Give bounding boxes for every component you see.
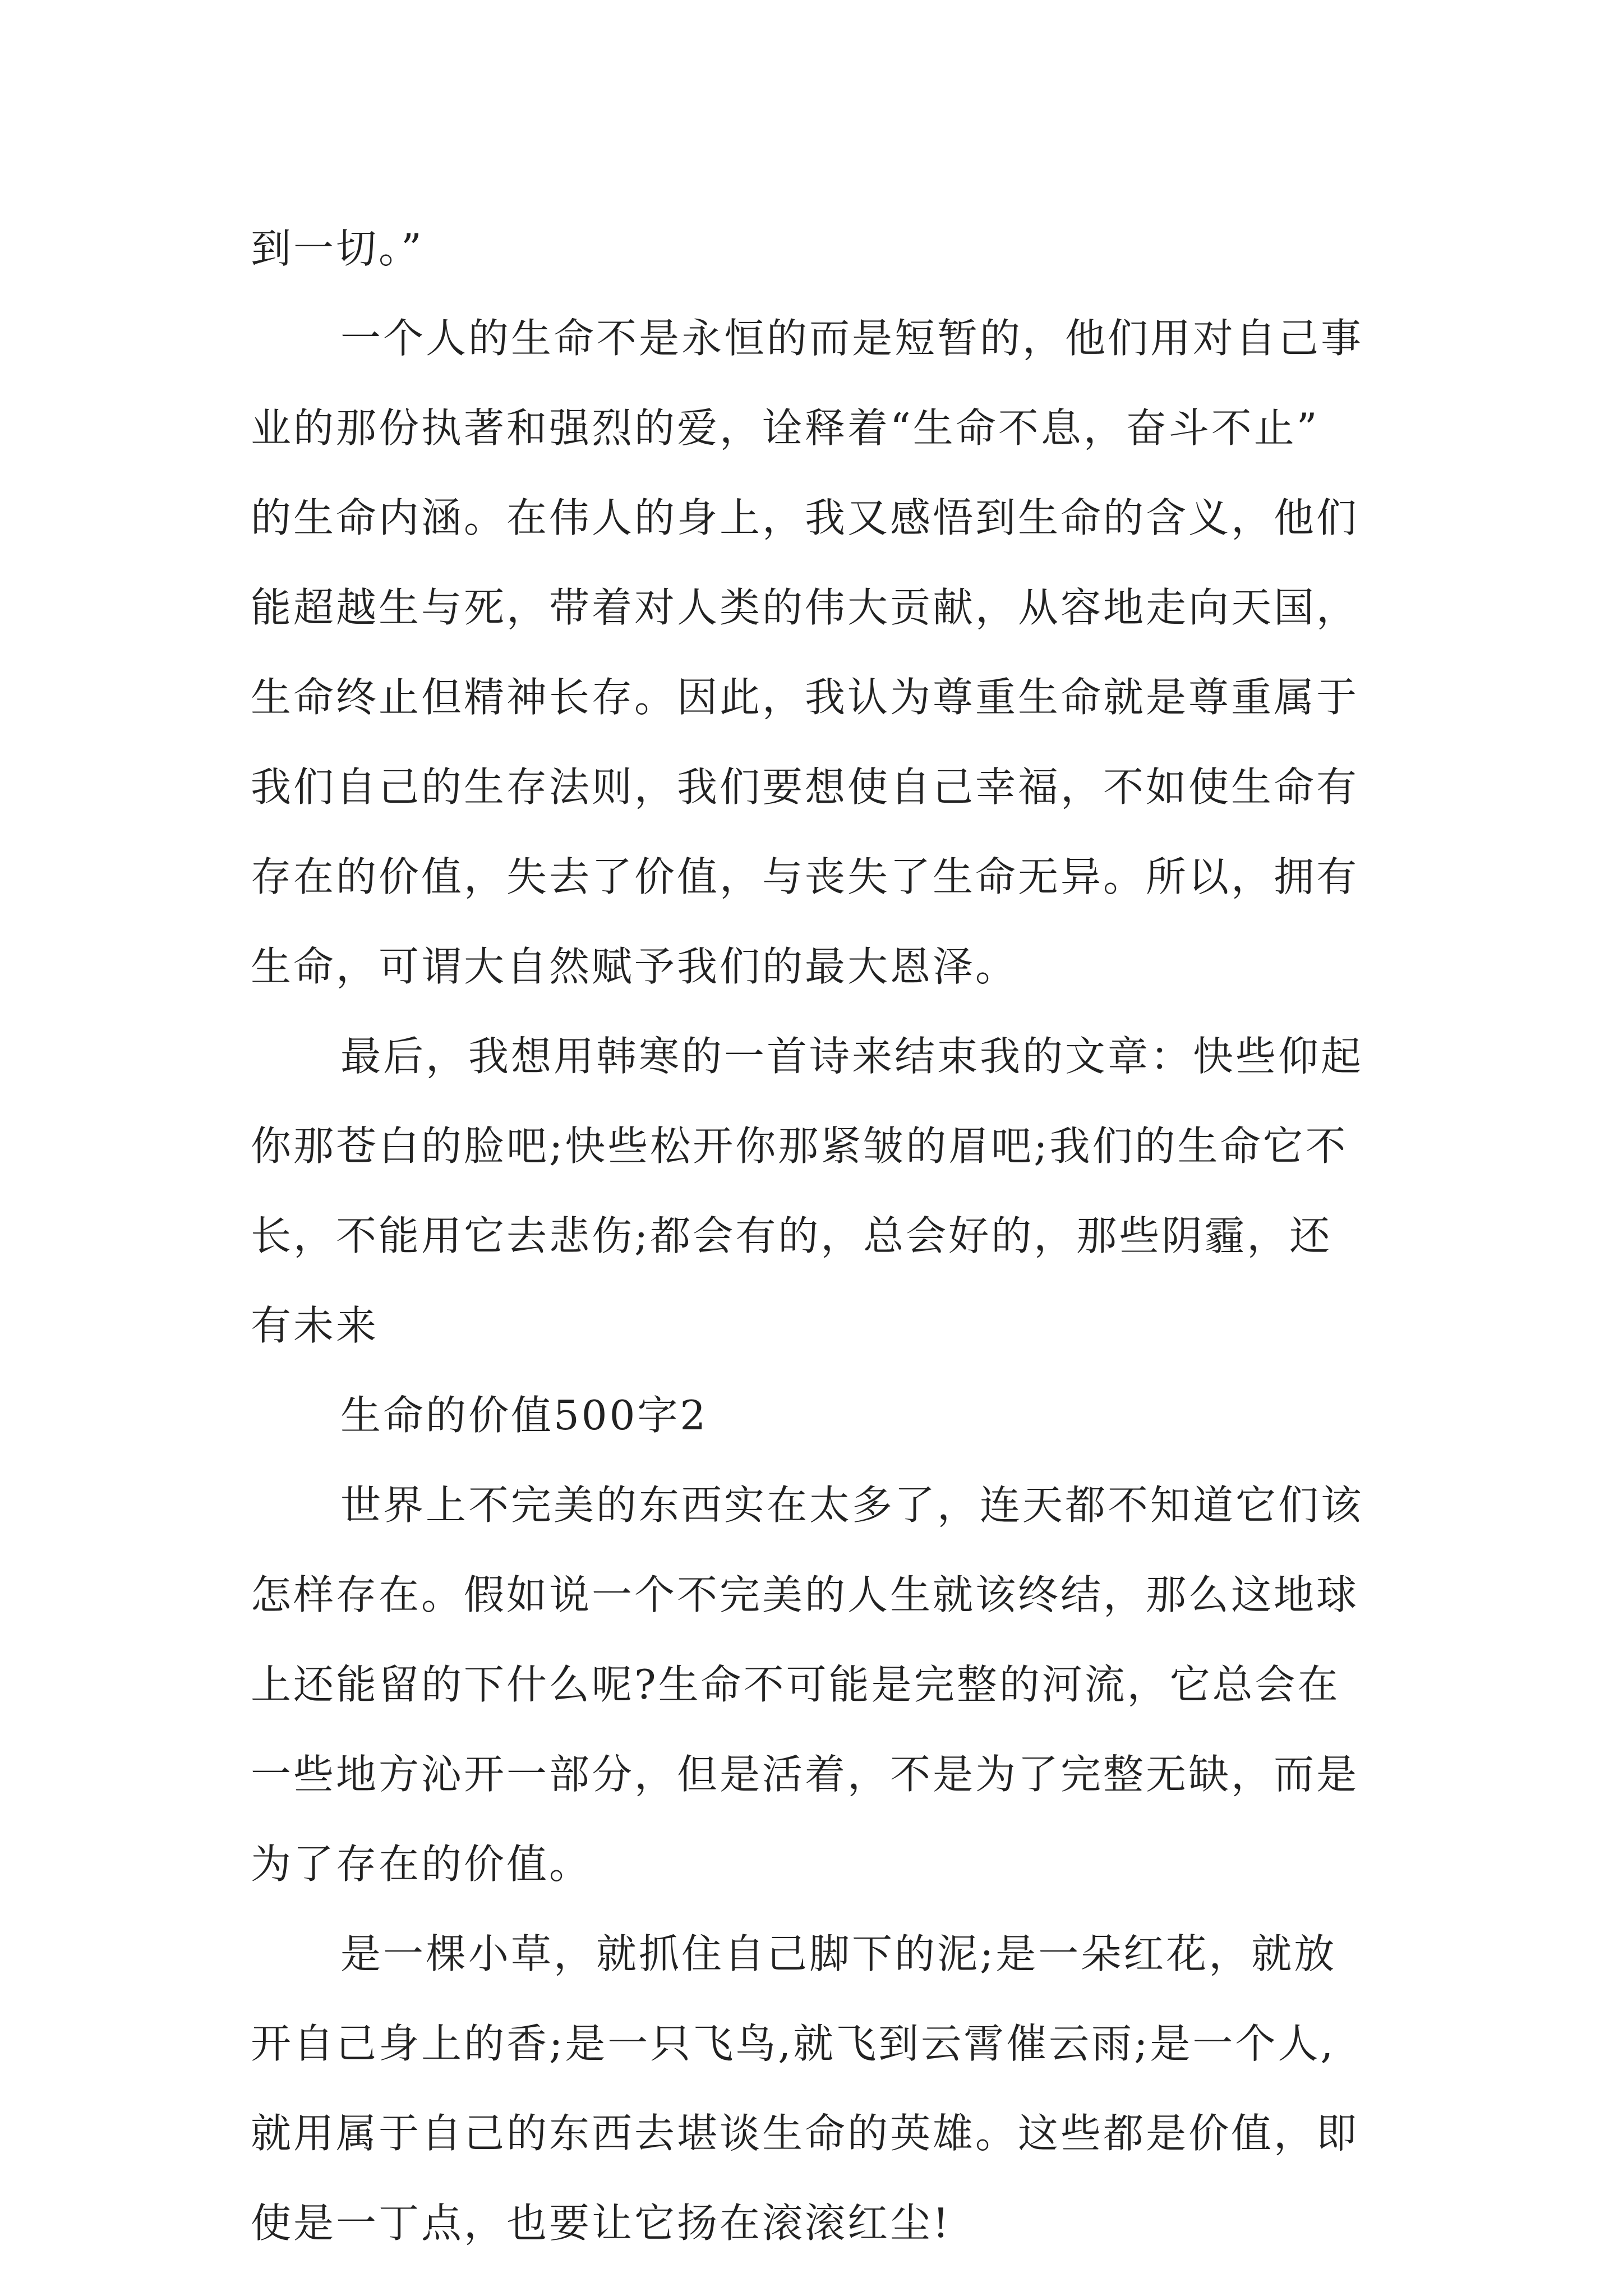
text-line: 我们自己的生存法则，我们要想使自己幸福，不如使生命有 (251, 763, 1359, 811)
text-line: 生命终止但精神长存。因此，我认为尊重生命就是尊重属于 (251, 674, 1359, 721)
text-line: 你那苍白的脸吧;快些松开你那紧皱的眉吧;我们的生命它不 (251, 1122, 1348, 1170)
text-line: 一些地方沁开一部分，但是活着，不是为了完整无缺，而是 (251, 1751, 1359, 1798)
text-line: 业的那份执著和强烈的爱，诠释着“生命不息，奋斗不止” (251, 404, 1320, 452)
text-line: 到一切。” (251, 225, 424, 272)
text-line: 怎样存在。假如说一个不完美的人生就该终结，那么这地球 (251, 1571, 1359, 1618)
text-line: 是一棵小草，就抓住自己脚下的泥;是一朵红花，就放 (340, 1930, 1337, 1977)
text-line: 长，不能用它去悲伤;都会有的，总会好的，那些阴霾，还 (251, 1212, 1332, 1259)
text-line: 能超越生与死，带着对人类的伟大贡献，从容地走向天国， (251, 584, 1359, 631)
text-line: 最后，我想用韩寒的一首诗来结束我的文章：快些仰起 (340, 1033, 1364, 1080)
text-line: 生命，可谓大自然赋予我们的最大恩泽。 (251, 943, 1018, 990)
text-line: 有未来 (251, 1302, 379, 1349)
text-line: 一个人的生命不是永恒的而是短暂的，他们用对自己事 (340, 315, 1364, 362)
text-line: 开自己身上的香;是一只飞鸟,就飞到云霄催云雨;是一个人, (251, 2020, 1336, 2067)
text-line: 就用属于自己的东西去堪谈生命的英雄。这些都是价值，即 (251, 2110, 1359, 2157)
text-line: 上还能留的下什么呢?生命不可能是完整的河流，它总会在 (251, 1661, 1340, 1708)
text-line: 世界上不完美的东西实在太多了，连天都不知道它们该 (340, 1481, 1364, 1529)
text-line: 存在的价值，失去了价值，与丧失了生命无异。所以，拥有 (251, 853, 1359, 900)
section-heading: 生命的价值500字2 (340, 1392, 708, 1439)
text-line: 为了存在的价值。 (251, 1841, 592, 1888)
text-line: 的生命内涵。在伟人的身上，我又感悟到生命的含义，他们 (251, 494, 1359, 541)
text-line: 使是一丁点，也要让它扬在滚滚红尘! (251, 2200, 951, 2247)
